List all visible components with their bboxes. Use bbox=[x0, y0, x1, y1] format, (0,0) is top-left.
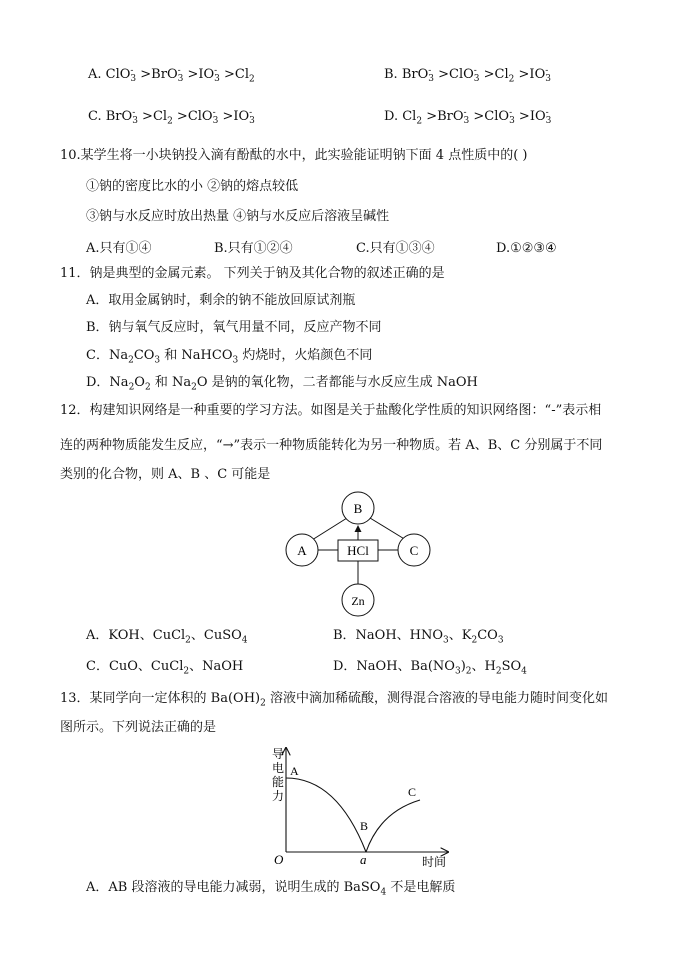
q10-properties-1-2: ①钠的密度比水的小 ②钠的熔点较低 bbox=[86, 179, 299, 194]
link-b-a bbox=[312, 518, 347, 540]
q13-line-1 bbox=[60, 690, 608, 708]
q11-d-text-2: O bbox=[134, 375, 145, 390]
q12-d-sub-3: 2 bbox=[495, 666, 502, 677]
q12-option-a bbox=[86, 627, 248, 645]
q12-line-2: 连的两种物质能发生反应，“→”表示一种物质能转化为另一种物质。若 A、B、C 分别属于不同 bbox=[60, 438, 603, 453]
formula-text: >IO bbox=[514, 109, 546, 124]
x-axis-label: 时间 bbox=[422, 855, 447, 869]
node-zn-label: Zn bbox=[351, 594, 365, 608]
q9-option-a bbox=[88, 66, 255, 84]
q10-stem: 10.某学生将一小块钠投入滴有酚酞的水中，此实验能证明钠下面 4 点性质中的( ) bbox=[60, 148, 528, 163]
q11-c-sub-3: 3 bbox=[232, 355, 239, 366]
q9-option-label: C. bbox=[88, 109, 106, 124]
formula-text: ClO bbox=[105, 67, 131, 82]
q9-option-label: B. bbox=[384, 67, 402, 82]
q11-option-d bbox=[86, 374, 478, 392]
q12-option-c bbox=[86, 658, 243, 676]
node-c-label: C bbox=[409, 543, 419, 558]
q12-b-sub-3: 3 bbox=[497, 635, 504, 646]
q13-line-1-text-2: 溶液中滴加稀硫酸，测得混合溶液的导电能力随时间变化如 bbox=[265, 691, 608, 706]
q13-a-text-1: A．AB 段溶液的导电能力减弱，说明生成的 BaSO bbox=[86, 880, 381, 895]
formula-text: >Cl bbox=[219, 67, 250, 82]
formula-text: Cl bbox=[402, 109, 417, 124]
node-hcl-label: HCl bbox=[347, 543, 369, 558]
point-a-x-label: a bbox=[360, 852, 367, 867]
q9-option-c bbox=[88, 108, 255, 126]
ion-charge-subscript: - 3 bbox=[132, 107, 138, 126]
ion-charge-subscript: - 3 bbox=[249, 107, 255, 126]
q11-c-text-2: CO bbox=[133, 348, 155, 363]
y-label-3: 能 bbox=[272, 775, 285, 789]
q12-a-sub-1: 2 bbox=[185, 635, 191, 646]
q11-option-c bbox=[86, 347, 372, 365]
formula-text: BrO bbox=[105, 109, 133, 124]
formula-subscript: 2 bbox=[249, 74, 255, 85]
q12-b-text-2: 、K bbox=[448, 628, 472, 643]
q13-line-2: 图所示。下列说法正确的是 bbox=[60, 720, 217, 735]
ion-charge-subscript: - 3 bbox=[545, 107, 552, 126]
formula-text: >BrO bbox=[136, 67, 178, 82]
q12-d-text-3: ) bbox=[460, 659, 466, 674]
q10-option-a: A.只有①④ bbox=[86, 241, 152, 256]
q11-c-text-1: C．Na bbox=[86, 348, 129, 363]
q9-option-label: A. bbox=[88, 67, 106, 82]
q12-a-text-2: 、CuSO bbox=[190, 628, 242, 643]
q11-option-b: B．钠与氧气反应时，氧气用量不同，反应产物不同 bbox=[86, 320, 382, 335]
ion-charge-subscript: - 3 bbox=[214, 65, 220, 84]
formula-text: >IO bbox=[183, 67, 215, 82]
q11-c-text-4: 灼烧时，火焰颜色不同 bbox=[238, 348, 373, 363]
q12-d-text-1: D．NaOH、Ba bbox=[333, 659, 428, 674]
formula-text: >ClO bbox=[172, 109, 213, 124]
q12-line-3: 类别的化合物，则 A、B 、C 可能是 bbox=[60, 467, 271, 482]
formula-text: >Cl bbox=[479, 67, 509, 82]
q11-d-sub-2: 2 bbox=[144, 382, 151, 393]
q11-d-text-1: D．Na bbox=[86, 375, 129, 390]
q10-option-c: C.只有①③④ bbox=[356, 241, 435, 256]
point-b-label: B bbox=[360, 819, 369, 833]
q12-option-b bbox=[333, 627, 504, 645]
q9-option-c-text bbox=[88, 107, 255, 127]
ion-charge-subscript: - 3 bbox=[177, 65, 184, 84]
q12-d-text-2: (NO bbox=[427, 659, 455, 674]
q10-option-b: B.只有①②④ bbox=[214, 241, 293, 256]
formula-text: >Cl bbox=[137, 109, 168, 124]
origin-label: O bbox=[274, 852, 284, 867]
q11-d-text-3: 和 Na bbox=[150, 375, 192, 390]
node-a-label: A bbox=[297, 543, 307, 558]
q9-option-d bbox=[384, 108, 551, 126]
q12-c-sub-1: 2 bbox=[183, 666, 190, 677]
y-label-4: 力 bbox=[272, 789, 285, 803]
q13-a-sub: 4 bbox=[380, 887, 387, 898]
q12-c-text-1: C．CuO、CuCl bbox=[86, 659, 184, 674]
q12-option-d bbox=[333, 658, 527, 676]
q11-c-text-3: 和 NaHCO bbox=[160, 348, 233, 363]
formula-subscript: 2 bbox=[508, 74, 515, 85]
q11-d-sub-3: 2 bbox=[191, 382, 197, 393]
q12-line-1: 12．构建知识网络是一种重要的学习方法。如图是关于盐酸化学性质的知识网络图：“-”表示相 bbox=[60, 403, 602, 418]
q12-a-text-1: A．KOH、CuCl bbox=[86, 628, 186, 643]
ion-charge-subscript: - 3 bbox=[212, 107, 219, 126]
ion-charge-subscript: - 3 bbox=[463, 107, 470, 126]
point-c-label: C bbox=[408, 785, 417, 799]
q12-b-text-1: B．NaOH、HNO bbox=[333, 628, 444, 643]
q9-option-label: D. bbox=[384, 109, 403, 124]
conductivity-time-graph bbox=[262, 740, 462, 870]
y-label-1: 导 bbox=[272, 747, 285, 761]
formula-subscript: 2 bbox=[416, 116, 423, 127]
q13-line-1-sub: 2 bbox=[260, 698, 266, 709]
ion-charge-subscript: - 3 bbox=[545, 65, 551, 84]
ion-charge-subscript: - 3 bbox=[428, 65, 434, 84]
point-a-label: A bbox=[290, 764, 299, 778]
y-label-2: 电 bbox=[272, 761, 285, 775]
q12-b-text-3: CO bbox=[477, 628, 498, 643]
ion-charge-subscript: - 3 bbox=[130, 65, 137, 84]
q12-d-text-5: SO bbox=[501, 659, 522, 674]
curve-ab bbox=[286, 778, 369, 852]
q12-d-text-4: 、H bbox=[471, 659, 496, 674]
formula-subscript: 2 bbox=[167, 116, 173, 127]
formula-text: BrO bbox=[401, 67, 429, 82]
q13-option-a bbox=[86, 879, 455, 897]
formula-text: >ClO bbox=[469, 109, 510, 124]
q12-d-sub-1: 3 bbox=[454, 666, 461, 677]
q9-option-d-text bbox=[384, 107, 552, 127]
formula-text: >IO bbox=[218, 109, 250, 124]
hcl-reaction-network-diagram bbox=[280, 488, 440, 618]
q13-line-1-text-1: 13．某同学向一定体积的 Ba(OH) bbox=[60, 691, 261, 706]
q11-c-sub-1: 2 bbox=[128, 355, 134, 366]
q9-option-a-text bbox=[88, 65, 255, 85]
q13-a-text-2: 不是电解质 bbox=[386, 880, 456, 895]
q10-option-d: D.①②③④ bbox=[496, 241, 557, 256]
ion-charge-subscript: - 3 bbox=[509, 107, 515, 126]
formula-text: >ClO bbox=[434, 67, 474, 82]
node-b-label: B bbox=[353, 501, 363, 516]
q11-stem: 11．钠是典型的金属元素。 下列关于钠及其化合物的叙述正确的是 bbox=[60, 266, 445, 281]
q10-properties-3-4: ③钠与水反应时放出热量 ④钠与水反应后溶液呈碱性 bbox=[86, 209, 390, 224]
q9-option-b-text bbox=[384, 65, 551, 85]
q11-d-sub-1: 2 bbox=[128, 382, 135, 393]
formula-text: >BrO bbox=[422, 109, 464, 124]
q12-a-sub-2: 4 bbox=[241, 635, 248, 646]
curve-bc bbox=[366, 800, 420, 852]
q12-c-text-2: 、NaOH bbox=[189, 659, 244, 674]
q12-d-sub-4: 4 bbox=[521, 666, 527, 677]
q11-c-sub-2: 3 bbox=[154, 355, 161, 366]
q12-b-sub-1: 3 bbox=[443, 635, 449, 646]
q11-option-a: A．取用金属钠时，剩余的钠不能放回原试剂瓶 bbox=[86, 293, 356, 308]
ion-charge-subscript: - 3 bbox=[473, 65, 480, 84]
formula-text: >IO bbox=[514, 67, 546, 82]
q9-option-b bbox=[384, 66, 551, 84]
q12-b-sub-2: 2 bbox=[471, 635, 478, 646]
q11-d-text-4: O 是钠的氧化物，二者都能与水反应生成 NaOH bbox=[196, 375, 478, 390]
link-b-c bbox=[370, 518, 406, 540]
q12-d-sub-2: 2 bbox=[465, 666, 472, 677]
